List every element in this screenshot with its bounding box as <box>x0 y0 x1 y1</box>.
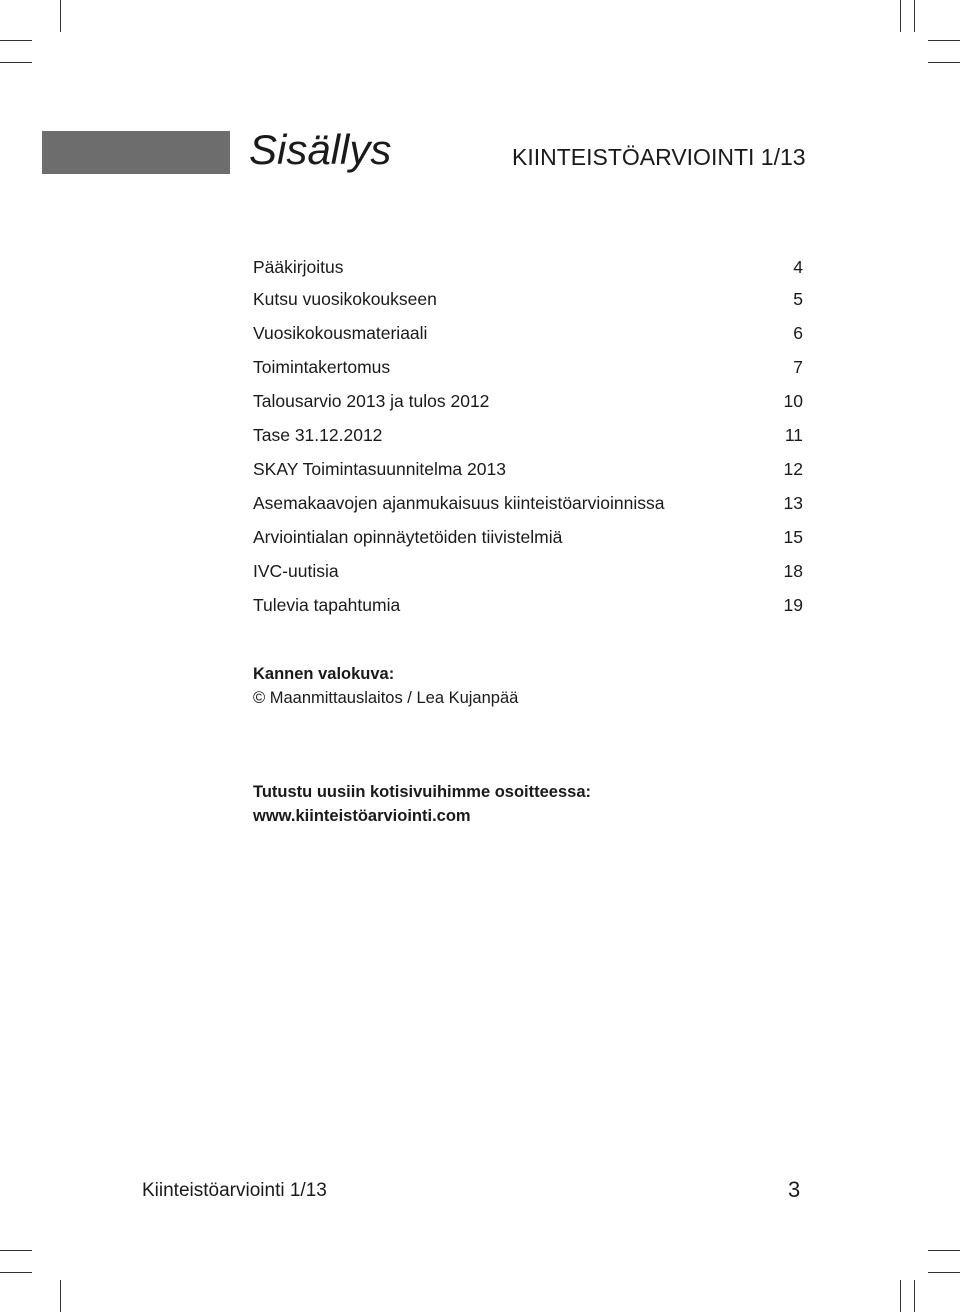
crop-mark <box>0 40 32 41</box>
toc-entry-title: Tase 31.12.2012 <box>253 425 383 445</box>
toc-entry-page: 15 <box>783 527 803 547</box>
issue-label: KIINTEISTÖARVIOINTI 1/13 <box>512 144 806 170</box>
toc-entry-title: Pääkirjoitus <box>253 257 344 277</box>
website-link[interactable]: www.kiinteistöarviointi.com <box>253 807 471 825</box>
toc-entry[interactable] <box>253 316 803 350</box>
crop-mark <box>0 62 32 63</box>
toc-entry[interactable] <box>253 418 803 452</box>
page-number: 3 <box>788 1177 801 1202</box>
toc-entry-page: 5 <box>793 289 803 309</box>
cover-photo-label: Kannen valokuva: <box>253 665 395 683</box>
crop-mark <box>900 1280 901 1312</box>
cover-photo-credit <box>253 662 518 710</box>
toc-entry[interactable] <box>253 452 803 486</box>
toc-entry[interactable] <box>253 384 803 418</box>
footer-title: Kiinteistöarviointi 1/13 <box>142 1180 327 1201</box>
toc-entry-title: Asemakaavojen ajanmukaisuus kiinteistöarvioinnissa <box>253 493 665 513</box>
crop-mark <box>928 1250 960 1251</box>
toc-entry-title: Kutsu vuosikokoukseen <box>253 289 437 309</box>
toc-entry[interactable] <box>253 250 803 282</box>
toc-entry-page: 12 <box>783 459 803 479</box>
toc-entry-page: 10 <box>783 391 803 411</box>
crop-mark <box>914 1280 915 1312</box>
toc-entry-title: Arviointialan opinnäytetöiden tiivistelmiä <box>253 527 563 547</box>
toc-entry-page: 11 <box>784 425 803 445</box>
toc-entry[interactable] <box>253 520 803 554</box>
crop-mark <box>900 0 901 32</box>
toc-entry-page: 6 <box>793 323 803 343</box>
toc-entry[interactable] <box>253 554 803 588</box>
toc-entry-title: Vuosikokousmateriaali <box>253 323 428 343</box>
toc-entry[interactable] <box>253 282 803 316</box>
website-promo-text: Tutustu uusiin kotisivuihimme osoitteessa: <box>253 783 591 801</box>
website-promo <box>253 780 591 828</box>
cover-photo-credit-text: © Maanmittauslaitos / Lea Kujanpää <box>253 689 519 707</box>
crop-mark <box>60 1280 61 1312</box>
toc-entry-title: Talousarvio 2013 ja tulos 2012 <box>253 391 490 411</box>
crop-mark <box>928 40 960 41</box>
toc-entry-page: 18 <box>783 561 803 581</box>
crop-mark <box>60 0 61 32</box>
toc-entry-page: 7 <box>793 357 803 377</box>
toc-entry-title: Toimintakertomus <box>253 357 391 377</box>
page-title: Sisällys <box>249 126 392 173</box>
toc-entry[interactable] <box>253 350 803 384</box>
table-of-contents <box>253 250 803 622</box>
toc-entry-title: IVC-uutisia <box>253 561 339 581</box>
crop-mark <box>914 0 915 32</box>
toc-entry[interactable] <box>253 588 803 622</box>
crop-mark <box>0 1272 32 1273</box>
toc-entry[interactable] <box>253 486 803 520</box>
toc-entry-page: 4 <box>793 257 803 277</box>
crop-mark <box>0 1250 32 1251</box>
toc-entry-title: SKAY Toimintasuunnitelma 2013 <box>253 459 506 479</box>
crop-mark <box>928 1272 960 1273</box>
toc-entry-title: Tulevia tapahtumia <box>253 595 401 615</box>
crop-mark <box>928 62 960 63</box>
header-bar <box>42 131 230 174</box>
toc-entry-page: 19 <box>783 595 803 615</box>
toc-entry-page: 13 <box>783 493 803 513</box>
